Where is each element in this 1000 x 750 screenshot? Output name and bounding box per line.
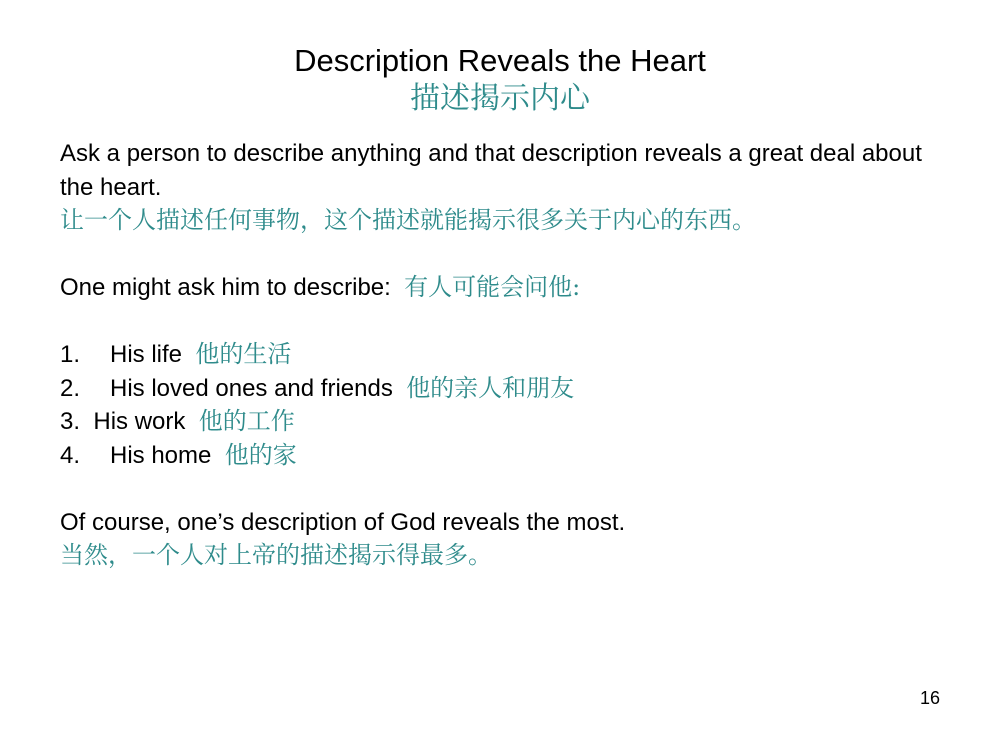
list-item-number: 1. [60, 341, 81, 368]
list-item-english: His life [110, 341, 183, 368]
description-list [60, 338, 940, 472]
list-item-number: 2. [60, 374, 81, 402]
list-item-english: His work [93, 408, 186, 435]
list-item [60, 372, 940, 406]
list-item-chinese: 他的家 [224, 440, 297, 469]
closing-chinese: 当然，一个人对上帝的描述揭示得最多。 [60, 541, 492, 569]
list-item-chinese: 他的工作 [198, 407, 295, 435]
list-item [60, 405, 940, 439]
list-item [60, 338, 940, 372]
list-item-english: His home [110, 441, 212, 469]
list-item-chinese: 他的亲人和朋友 [406, 373, 575, 402]
spacer [60, 305, 940, 339]
spacer [60, 238, 940, 272]
closing-english: Of course, one’s description of God reveals the most. [60, 508, 626, 536]
slide-body [60, 137, 940, 573]
slide-title-block [0, 42, 1000, 118]
page-number: 16 [919, 688, 940, 708]
intro-english: Ask a person to describe anything and that description reveals a great deal about the heart. [60, 140, 922, 201]
list-item-number: 4. [60, 441, 81, 469]
prompt-line [60, 271, 940, 305]
list-item-english: His loved ones and friends [110, 374, 393, 402]
prompt-english: One might ask him to describe: [60, 274, 391, 301]
spacer [60, 472, 940, 506]
list-item-chinese: 他的生活 [195, 340, 292, 368]
slide-title-english: Description Reveals the Heart [294, 43, 706, 78]
prompt-chinese: 有人可能会问他: [404, 273, 581, 301]
list-item [60, 439, 940, 473]
intro-chinese: 让一个人描述任何事物，这个描述就能揭示很多关于内心的东西。 [60, 206, 756, 234]
slide-title-chinese: 描述揭示内心 [410, 81, 590, 116]
list-item-number: 3. [60, 408, 81, 435]
